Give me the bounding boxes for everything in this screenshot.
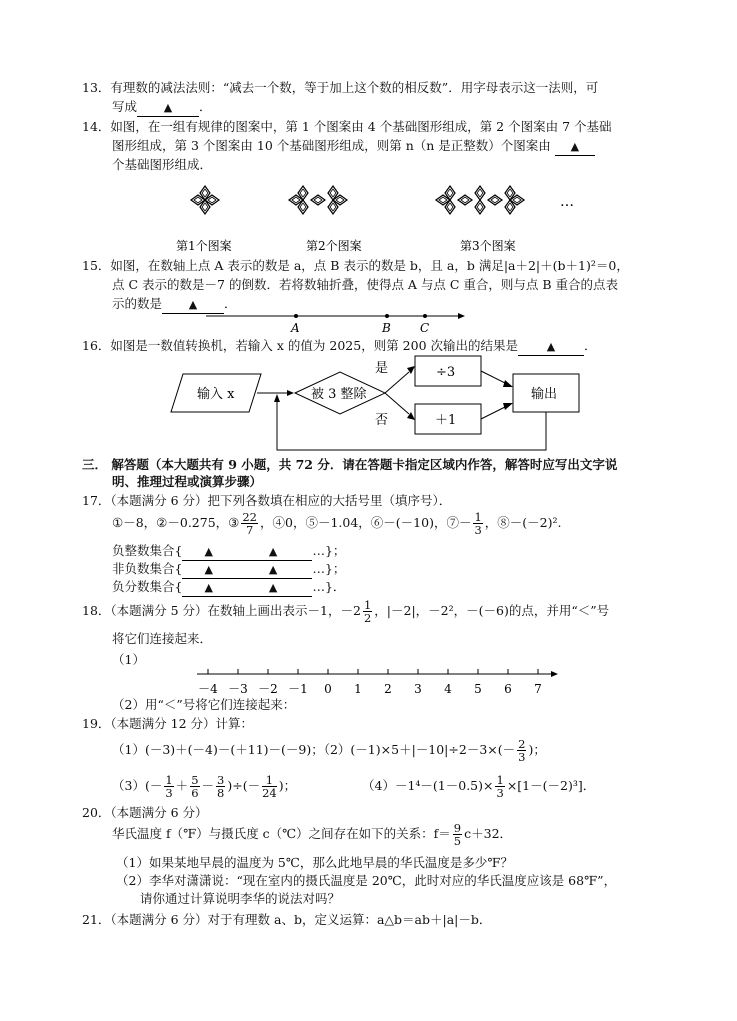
q17-set-negative-integers: 负整数集合{ ▲ ▲ …}；	[112, 543, 345, 561]
q17-items-b: ，④0，⑤－1.04，⑥－(－10)，⑦－	[260, 515, 472, 530]
answer-mark-icon: ▲	[204, 563, 213, 576]
q18-sub1: （1）	[112, 652, 145, 667]
answer-mark-icon: ▲	[570, 140, 580, 153]
q13-line2	[112, 99, 212, 117]
pattern-2	[289, 186, 347, 214]
flow-decision: 被 3 整除	[311, 387, 367, 402]
number-line-tick-label: 6	[504, 682, 512, 696]
q20-sub3: 请你通过计算说明李华的说法对吗？	[140, 891, 341, 906]
number-line-tick-label: －3	[228, 682, 248, 696]
fraction-1-2: $\frac{1}{2}$	[363, 598, 372, 625]
answer-mark-icon: ▲	[204, 581, 213, 594]
q14-line2-text: 图形组成，第 3 个图案由 10 个基础图形组成，则第 n（n 是正整数）个图案由	[112, 138, 551, 153]
q14-line3: 个基础图形组成．	[112, 157, 213, 172]
caption-1: 第1个图案	[176, 239, 232, 253]
q18-text-a: 18．（本题满分 5 分）在数轴上画出表示－1，－2	[82, 603, 361, 618]
q14-line2	[112, 138, 595, 156]
number-line-tick-label: －2	[258, 682, 278, 696]
number-line-tick-label: －1	[288, 682, 308, 696]
q20-sub2: （2）李华对潇潇说：“现在室内的摄氏温度是 20℃，此时对应的华氏温度应该是 68℉”，	[116, 873, 617, 888]
point-a-label: A	[291, 321, 300, 335]
answer-mark-icon: ▲	[268, 581, 278, 594]
number-line-tick-label: 2	[384, 682, 392, 696]
caption-3: 第3个图案	[460, 239, 516, 253]
q19-title: 19．（本题满分 12 分）计算：	[82, 716, 254, 731]
q17-items-a: ①－8，②－0.275，③	[112, 515, 240, 530]
q13-line1: 13．有理数的减法法则：“减去一个数，等于加上这个数的相反数”．用字母表示这一法则，可	[82, 80, 599, 95]
pattern-ellipsis: …	[560, 194, 574, 210]
q20-body: 华氏温度 f（℉）与摄氏度 c（℃）之间存在如下的关系：f＝ $\frac{9}{5}$ c＋32．	[112, 821, 513, 848]
q16-text: 16．如图是一数值转换机，若输入 x 的值为 2025，则第 200 次输出的结果是	[82, 338, 518, 353]
q17-items	[112, 510, 561, 536]
fraction-1-3: $\frac{1}{3}$	[474, 510, 482, 537]
q18-line1	[82, 598, 609, 624]
q20-title: 20．（本题满分 6 分）	[82, 805, 208, 820]
q18-sub2: （2）用“＜”号将它们连接起来：	[112, 697, 296, 712]
pattern-1	[191, 186, 219, 214]
answer-mark-icon: ▲	[204, 545, 213, 558]
answer-mark-icon: ▲	[163, 101, 173, 114]
number-line-tick-label: 4	[444, 682, 452, 696]
number-line-tick-label: 5	[474, 682, 482, 696]
number-line-tick-label: 3	[414, 682, 422, 696]
number-line-tick-label: 7	[534, 682, 542, 696]
q14-pattern-figures	[160, 168, 630, 258]
q18-line2: 将它们连接起来．	[112, 631, 213, 646]
pattern-3	[436, 186, 524, 214]
set2-label: 非负数集合{	[112, 561, 183, 576]
q15-line2: 点 C 表示的数是－7 的倒数．若将数轴折叠，使得点 A 与点 C 重合，则与点 B 重合的点表	[112, 277, 619, 292]
q14-answer-blank[interactable]	[555, 138, 595, 156]
q18-number-line	[195, 664, 565, 700]
caption-2: 第2个图案	[306, 239, 362, 253]
q14-line1: 14．如图，在一组有规律的图案中，第 1 个图案由 4 个基础图形组成，第 2 个图案由 7 个基础	[82, 119, 612, 134]
number-line-tick-label: －4	[198, 682, 218, 696]
set3-label: 负分数集合{	[112, 579, 183, 594]
set1-label: 负整数集合{	[112, 543, 183, 558]
flow-op-yes: ÷3	[436, 365, 456, 380]
q13-prefix: 写成	[112, 99, 138, 114]
section3-line2: 明、推理过程或演算步骤）	[112, 474, 263, 489]
q16-flowchart	[165, 352, 605, 456]
q15-line1: 15．如图，在数轴上点 A 表示的数是 a，点 B 表示的数是 b，且 a，b 满足|a＋2|＋(b＋1)²＝0，	[82, 258, 629, 273]
q15-number-line	[200, 308, 470, 338]
set1-blank[interactable]	[182, 543, 312, 561]
point-c-label: C	[420, 321, 430, 335]
flow-yes: 是	[375, 361, 389, 376]
q16-suffix: ．	[584, 338, 597, 353]
fraction-22-7: $\frac{22}{7}$	[242, 510, 257, 537]
q15-suffix: ．	[224, 296, 237, 311]
q17-items-c: ，⑧－(－2)².	[484, 515, 562, 530]
flow-output: 输出	[531, 387, 558, 402]
set2-blank[interactable]	[182, 561, 312, 579]
q13-answer-blank[interactable]	[137, 99, 199, 117]
number-line-tick-label: 1	[354, 682, 362, 696]
answer-mark-icon: ▲	[188, 298, 198, 311]
answer-mark-icon: ▲	[268, 545, 278, 558]
q21-text: 21．（本题满分 6 分）对于有理数 a、b，定义运算：a△b＝ab＋|a|－b．	[82, 912, 492, 927]
answer-mark-icon: ▲	[546, 340, 556, 353]
q15-prefix: 示的数是	[112, 296, 163, 311]
fraction-9-5: $\frac{9}{5}$	[453, 821, 462, 848]
q18-text-b: ，|－2|，－2²，－(－6)的点，并用“＜”号	[374, 603, 610, 618]
q13-suffix: ．	[199, 99, 212, 114]
q19-part-3: （3）(－ $\frac{1}{3}$ ＋ $\frac{5}{6}$ － $\frac{3}{8}$ )÷(－ $\frac{1}{24}$ )；	[112, 773, 297, 800]
set3-blank[interactable]	[182, 579, 312, 597]
flow-no: 否	[375, 413, 389, 428]
flow-op-no: ＋1	[435, 413, 457, 428]
number-line-tick-label: 0	[324, 682, 332, 696]
answer-mark-icon: ▲	[268, 563, 278, 576]
fraction-2-3: $\frac{2}{3}$	[518, 737, 526, 764]
q20-sub1: （1）如果某地早晨的温度为 5℃，那么此地早晨的华氏温度是多少℉？	[116, 855, 513, 870]
q19-part-4: （4）－1⁴－(1－0.5)× $\frac{1}{3}$ ×[1－(－2)³]．	[362, 773, 596, 800]
section3-line1: 三． 解答题（本大题共有 9 小题，共 72 分．请在答题卡指定区域内作答，解答时应写出文字说	[82, 457, 618, 472]
q19-parts-1-2: （1）(－3)＋(－4)－(＋11)－(－9)；（2）(－1)×5＋|－10|÷2－3×(－ $\frac{2}{3}$ )；	[112, 737, 546, 764]
flow-input: 输入 x	[197, 387, 235, 402]
q17-title: 17．（本题满分 6 分）把下列各数填在相应的大括号里（填序号）．	[82, 493, 452, 508]
point-b-label: B	[382, 321, 391, 335]
q17-set-negative-fractions: 负分数集合{ ▲ ▲ …}．	[112, 579, 345, 597]
q17-set-nonnegative: 非负数集合{ ▲ ▲ …}；	[112, 561, 345, 579]
